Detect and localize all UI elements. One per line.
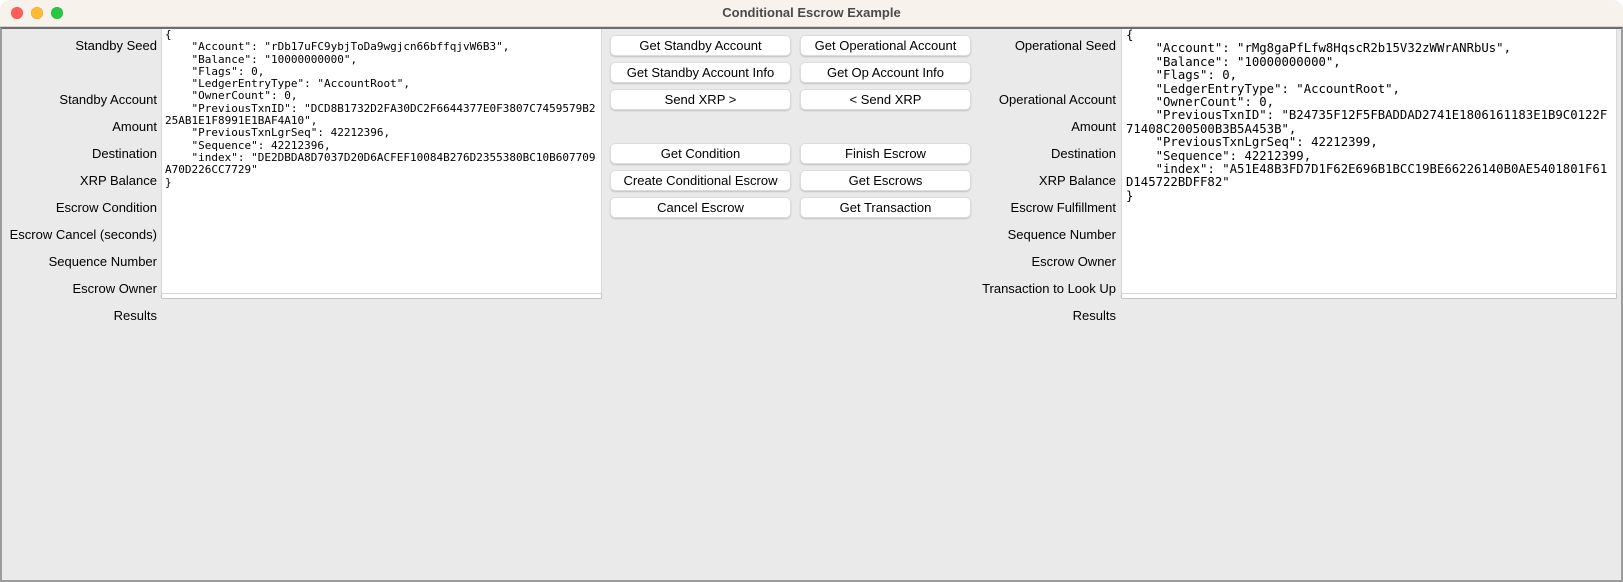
send-xrp-left-button[interactable]: < Send XRP bbox=[800, 89, 971, 110]
standby-results-label: Results bbox=[113, 308, 157, 323]
operational-destination-label: Destination bbox=[1050, 146, 1116, 161]
get-standby-account-info-button[interactable]: Get Standby Account Info bbox=[610, 62, 791, 83]
operational-xrp-balance-label: XRP Balance bbox=[1038, 173, 1116, 188]
get-transaction-button[interactable]: Get Transaction bbox=[800, 197, 971, 218]
operational-results-textarea[interactable] bbox=[1121, 27, 1617, 294]
send-xrp-right-button[interactable]: Send XRP > bbox=[610, 89, 791, 110]
title-bar bbox=[0, 0, 1623, 27]
standby-escrow-owner-label: Escrow Owner bbox=[72, 281, 157, 296]
operational-account-label: Operational Account bbox=[998, 92, 1116, 107]
zoom-icon[interactable] bbox=[51, 7, 63, 19]
operational-amount-label: Amount bbox=[1071, 119, 1116, 134]
close-icon[interactable] bbox=[11, 7, 23, 19]
escrow-condition-label: Escrow Condition bbox=[55, 200, 157, 215]
standby-seed-label: Standby Seed bbox=[75, 38, 157, 53]
standby-amount-label: Amount bbox=[112, 119, 157, 134]
transaction-to-look-up-label: Transaction to Look Up bbox=[982, 281, 1116, 296]
finish-escrow-button[interactable]: Finish Escrow bbox=[800, 143, 971, 164]
standby-destination-label: Destination bbox=[91, 146, 157, 161]
operational-escrow-owner-label: Escrow Owner bbox=[1031, 254, 1116, 269]
operational-sequence-number-label: Sequence Number bbox=[1007, 227, 1116, 242]
get-op-account-info-button[interactable]: Get Op Account Info bbox=[800, 62, 971, 83]
escrow-cancel-seconds-label: Escrow Cancel (seconds) bbox=[9, 227, 157, 242]
get-operational-account-button[interactable]: Get Operational Account bbox=[800, 35, 971, 56]
window-title: Conditional Escrow Example bbox=[722, 5, 901, 20]
window-content bbox=[0, 27, 1623, 582]
get-standby-account-button[interactable]: Get Standby Account bbox=[610, 35, 791, 56]
minimize-icon[interactable] bbox=[31, 7, 43, 19]
get-condition-button[interactable]: Get Condition bbox=[610, 143, 791, 164]
cancel-escrow-button[interactable]: Cancel Escrow bbox=[610, 197, 791, 218]
standby-results-textarea[interactable] bbox=[161, 27, 602, 294]
standby-xrp-balance-label: XRP Balance bbox=[79, 173, 157, 188]
operational-results-label: Results bbox=[1072, 308, 1116, 323]
get-escrows-button[interactable]: Get Escrows bbox=[800, 170, 971, 191]
create-conditional-escrow-button[interactable]: Create Conditional Escrow bbox=[610, 170, 791, 191]
standby-sequence-number-label: Sequence Number bbox=[48, 254, 157, 269]
standby-account-label: Standby Account bbox=[59, 92, 157, 107]
escrow-fulfillment-label: Escrow Fulfillment bbox=[1010, 200, 1116, 215]
traffic-lights bbox=[11, 7, 63, 19]
operational-seed-label: Operational Seed bbox=[1014, 38, 1116, 53]
